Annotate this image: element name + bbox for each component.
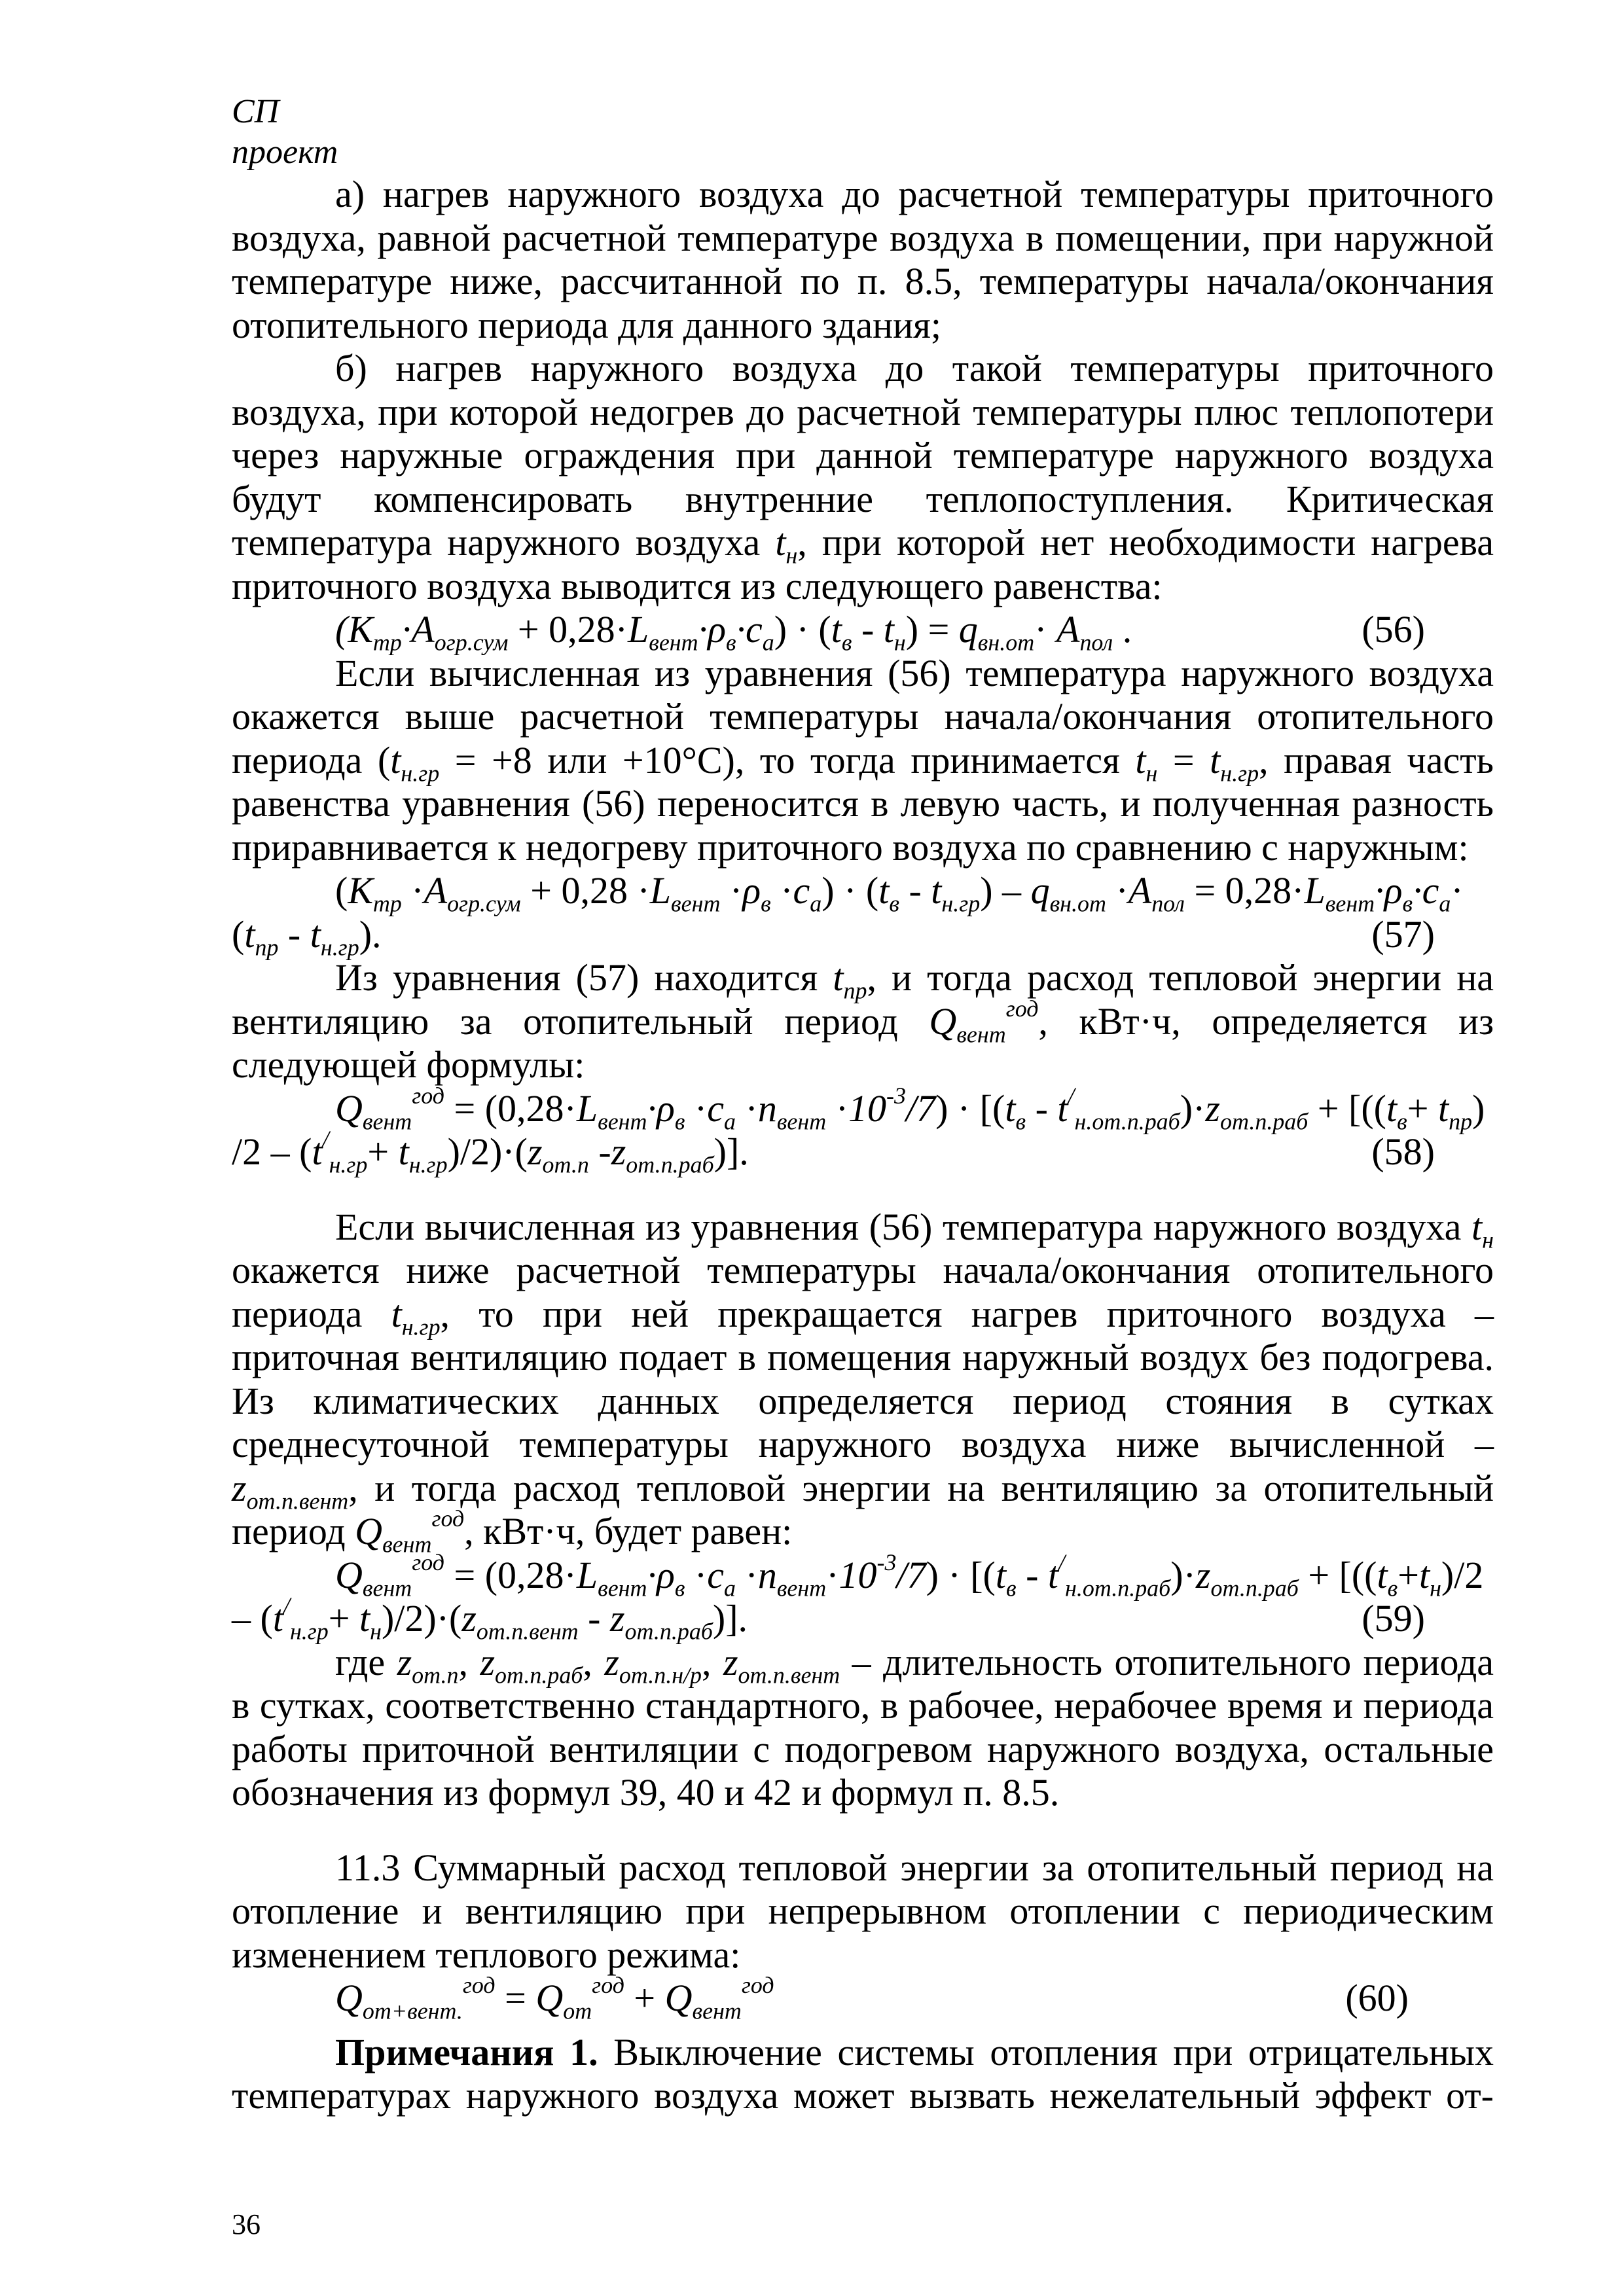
notes-label: Примечания 1. [335,2030,598,2073]
text-line: Из уравнения (57) находится $t_{пр}$, и тогда расход тепловой энергии на [335,956,1494,1004]
text-line: температуре ниже, рассчитанной по п. 8.5, температуры начала/окончания [232,260,1494,302]
text-line: периода $t_{н.гр}$, то при ней прекращается нагрев приточного воздуха – [232,1292,1494,1340]
text-line: Если вычисленная из уравнения (56) температура наружного воздуха [335,651,1494,694]
text-line: где $z_{от.п}$, $z_{от.п.раб}$, $z_{от.п.н/р}$, $z_{от.п.вент}$ – длительность отопительного периода [335,1640,1494,1689]
text-line: температура наружного воздуха $t_н$, при которой нет необходимости нагрева [232,521,1494,569]
paragraph-4 [232,956,1494,1178]
page-number: 36 [232,2208,261,2240]
text-line: отопительного периода для данного здания; [232,303,941,346]
page-body [232,92,1494,2118]
notes [232,2031,1494,2118]
equation-59-line-1: $Q_{вент}^{год} = (0,28\cdot L_{вент}\cdot\rho_в \cdot с_а \cdot n_{вент}\cdot 10^{-3}/7) \cdot [(t_в - t^/_{н.от.п.раб})\cdot z_{от.п.раб} + [((t_в+t_н)/2$ [335,1549,1484,1602]
text-line: среднесуточной температуры наружного воздуха ниже вычисленной – [232,1423,1494,1465]
text-line: работы приточной вентиляции с подогревом наружного воздуха, остальные [232,1727,1494,1770]
text-line: воздуха, при которой недогрев до расчетной температуры плюс теплопотери [232,390,1494,433]
text-line: Если вычисленная из уравнения (56) температура наружного воздуха $t_н$ [335,1205,1494,1253]
equation-number: (60) [1345,1977,1409,2019]
equation-57-line-2: $(t_{пр} - t_{н.гр})$. (57) [232,912,1435,961]
text-line: окажется ниже расчетной температуры начала/окончания отопительного [232,1249,1494,1291]
paragraph-6 [232,1641,1494,1815]
text-line: вентиляцию за отопительный период $Q_{вент}^{год}$, кВт·ч, определяется из [232,995,1494,1048]
text-line: период $Q_{вент}^{год}$, кВт·ч, будет равен: [232,1505,793,1558]
header [232,92,1494,173]
text-line: Примечания 1. Выключение системы отопления при отрицательных [335,2030,1494,2073]
equation-number: (58) [1371,1130,1435,1173]
text-line: приточного воздуха выводится из следующего равенства: [232,564,1163,607]
paragraph-5 [232,1205,1494,1645]
text-line: приточная вентиляцию подает в помещения наружный воздух без подогрева. [232,1336,1494,1378]
text-line: через наружные ограждения при данной температуре наружного воздуха [232,434,1494,476]
equation-number: (56) [1362,608,1425,651]
equation-57-line-1: $(К_{тр} \cdot А_{огр.сум} + 0,28 \cdot L_{вент} \cdot\rho_в \cdot с_а) \cdot (t_в - t_{н.гр}) - q_{вн.от} \cdot А_{пол} = 0,28\cdot L_{вент}\cdot\rho_в\cdot с_а\cdot$ [335,869,1464,917]
equation-58-line-1: $Q_{вент}^{год} = (0,28\cdot L_{вент}\cdot\rho_в \cdot с_а \cdot n_{вент} \cdot 10^{-3}/7) \cdot [(t_в - t^/_{н.от.п.раб})\cdot z_{от.п.раб} + [((t_в+ t_{пр})$ [335,1082,1485,1135]
text-line: б) нагрев наружного воздуха до такой температуры приточного [335,347,1494,389]
text-line: периода ($t_{н.гр} = +8$ или +10°С), то тогда принимается $t_н = t_{н.гр}$, правая часть [232,738,1494,787]
text-line: $z_{от.п.вент}$, и тогда расход тепловой энергии на вентиляцию за отопительный [232,1466,1494,1515]
text-line: в сутках, соответственно стандартного, в рабочее, нерабочее время и периода [232,1684,1494,1727]
text-line: Из климатических данных определяется период стояния в сутках [232,1379,1494,1422]
equation-56: $(К_{тр}\cdot А_{огр.сум} + 0,28\cdot L_{вент}\cdot\rho_в\cdot с_а) \cdot (t_в - t_н) = q_{вн.от}\cdot А_{пол}$ . (56) [335,608,1425,656]
equation-60: $Q_{от+вент.}^{год} = Q_{от}^{год} + Q_{вент}^{год}$ (60) [335,1972,1409,2024]
text-line: 11.3 Суммарный расход тепловой энергии за отопительный период на [335,1846,1494,1889]
header-line-2: проект [232,134,338,171]
text-line: воздуха, равной расчетной температуре воздуха в помещении, при наружной [232,216,1494,259]
text-line: температурах наружного воздуха может вызвать нежелательный эффект от- [232,2074,1494,2117]
text-line: окажется выше расчетной температуры начала/окончания отопительного [232,695,1494,738]
paragraph-a [232,173,1494,347]
paragraph-11-3 [232,1846,1494,2024]
text-line: а) нагрев наружного воздуха до расчетной температуры приточного [335,173,1494,215]
equation-number: (57) [1371,912,1435,956]
text-line: равенства уравнения (56) переносится в левую часть, и полученная разность [232,782,1494,825]
text-line: обозначения из формул 39, 40 и 42 и формул п. 8.5. [232,1771,1060,1814]
paragraph-3 [232,651,1494,961]
text-line: изменением теплового режима: [232,1933,741,1976]
text-line: следующей формулы: [232,1043,585,1086]
text-line: будут компенсировать внутренние теплопоступления. Критическая [232,477,1494,520]
equation-58-line-2: $/2 - (t^/_{н.гр}+ t_{н.гр})/2)\cdot(z_{от.п}$ $-z_{от.п.раб}$)]. (58) [232,1126,1435,1178]
text-line: приравнивается к недогреву приточного воздуха по сравнению с наружным: [232,825,1469,869]
header-line-1: СП [232,93,280,130]
paragraph-b [232,347,1494,656]
equation-number: (59) [1362,1597,1425,1640]
equation-59-line-2: – $(t^/_{н.гр}+ t_н)/2)\cdot(z_{от.п.вент} - z_{от.п.раб})$]. (59) [232,1592,1425,1645]
text-line: отопление и вентиляцию при непрерывном отоплении с периодическим [232,1890,1494,1932]
